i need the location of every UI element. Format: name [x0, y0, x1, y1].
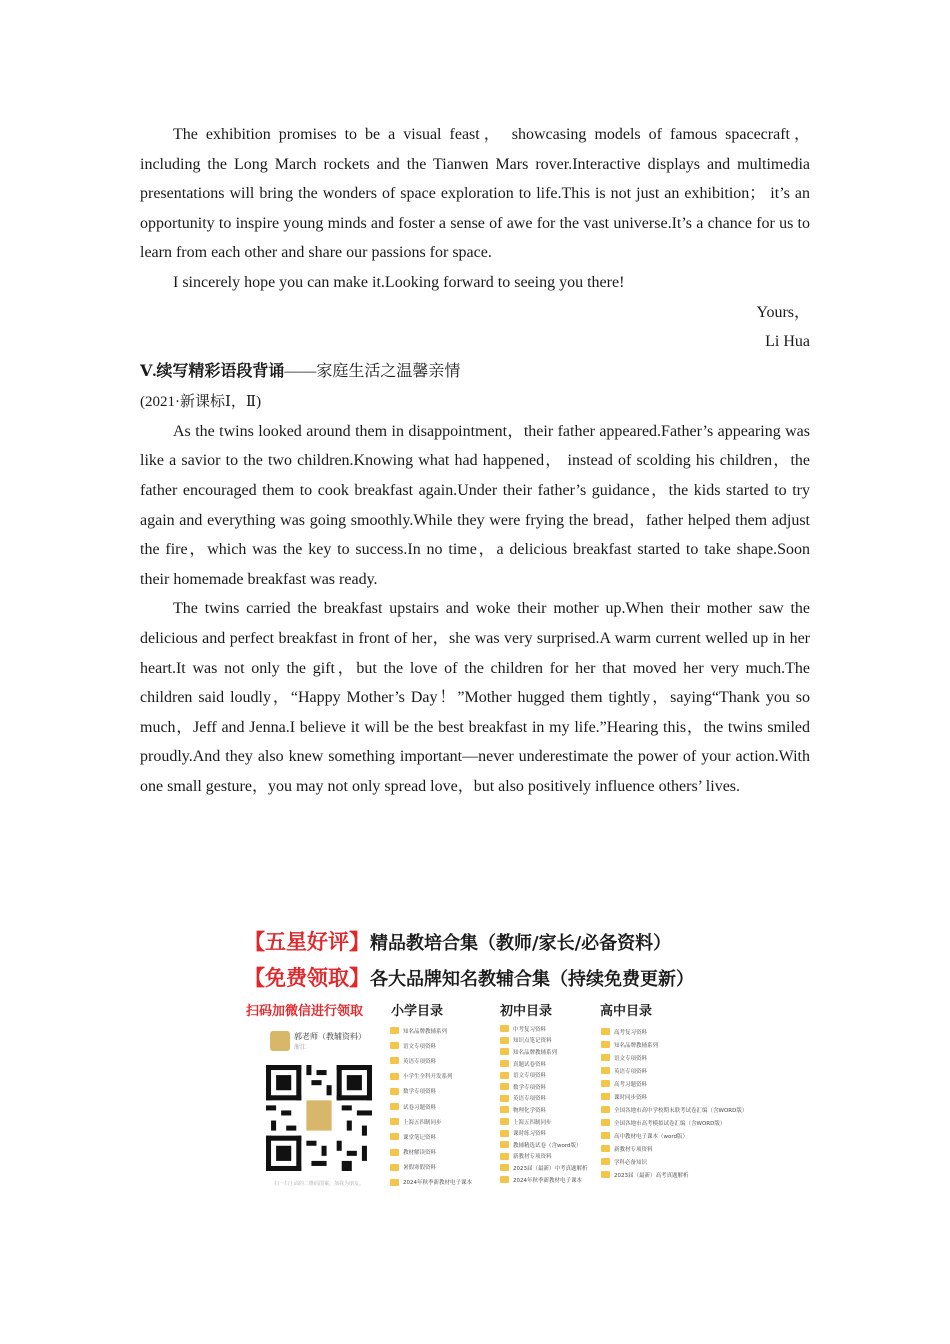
- list-item[interactable]: [601, 1064, 747, 1077]
- list-item-label: 课时练习资料: [513, 1131, 547, 1138]
- folder-icon: [390, 1057, 399, 1064]
- folder-icon: [390, 1088, 399, 1095]
- list-item-label: 语文专项资料: [403, 1043, 437, 1050]
- list-item-label: 课堂笔记资料: [403, 1134, 437, 1141]
- list-item[interactable]: [390, 1084, 472, 1099]
- folder-icon: [390, 1164, 399, 1171]
- folder-icon: [390, 1073, 399, 1080]
- folder-icon: [500, 1095, 509, 1102]
- col-title-primary: 小学目录: [391, 1004, 444, 1019]
- section-heading-bold: Ⅴ.续写精彩语段背诵: [140, 362, 285, 380]
- list-item-label: 物理化学资料: [513, 1107, 547, 1114]
- list-item-label: 教材解读资料: [403, 1150, 437, 1157]
- folder-icon: [601, 1080, 610, 1087]
- col-title-senior: 高中目录: [600, 1004, 653, 1019]
- folder-icon: [500, 1060, 509, 1067]
- folder-icon: [500, 1106, 509, 1113]
- profile-sub: 浙江: [294, 1044, 307, 1051]
- list-item[interactable]: [500, 1116, 588, 1128]
- letter-closing: Yours，: [756, 303, 810, 321]
- list-item[interactable]: [500, 1046, 588, 1058]
- list-item-label: 暑假寒假资料: [403, 1165, 437, 1172]
- list-item[interactable]: [390, 1145, 472, 1160]
- list-item[interactable]: [390, 1038, 472, 1053]
- profile-name: 郭老师（教辅资料）: [294, 1032, 366, 1041]
- list-item-label: 知名品牌教辅系列: [403, 1028, 448, 1035]
- list-item-label: 语文专项资料: [513, 1073, 547, 1080]
- list-item[interactable]: [390, 1114, 472, 1129]
- list-item-label: 数学专项资料: [403, 1089, 437, 1096]
- list-item[interactable]: [390, 1175, 472, 1190]
- folder-icon: [601, 1041, 610, 1048]
- folder-icon: [500, 1118, 509, 1125]
- list-item[interactable]: [500, 1035, 588, 1047]
- scan-label: 扫码加微信进行领取: [246, 1004, 364, 1019]
- list-item[interactable]: [601, 1142, 747, 1155]
- folder-icon: [500, 1072, 509, 1079]
- list-item[interactable]: [500, 1139, 588, 1151]
- list-item-label: 中考复习资料: [513, 1026, 547, 1033]
- folder-icon: [601, 1106, 610, 1113]
- list-item[interactable]: [601, 1168, 747, 1181]
- promo-line-1-highlight: 【五星好评】: [244, 930, 370, 954]
- folder-icon: [500, 1083, 509, 1090]
- folder-icon: [500, 1164, 509, 1171]
- list-item-label: 高考习题资料: [614, 1081, 648, 1088]
- list-item-label: 2024年秋季新教材电子课本: [513, 1177, 582, 1184]
- list-item-label: 学科必备知识: [614, 1159, 648, 1166]
- list-item-label: 2023届（最新）高考真题解析: [614, 1172, 689, 1179]
- list-item-label: 全国各地市高考模拟试卷汇编（含WORD版）: [614, 1120, 726, 1127]
- wechat-profile: [270, 1029, 390, 1059]
- paragraph-invitation: I sincerely hope you can make it.Looking forward to seeing you there!: [173, 273, 625, 291]
- list-item[interactable]: [601, 1103, 747, 1116]
- list-item[interactable]: [500, 1104, 588, 1116]
- folder-icon: [500, 1153, 509, 1160]
- folder-icon: [390, 1133, 399, 1140]
- list-item-label: 2023届（最新）中考真题解析: [513, 1165, 588, 1172]
- list-item-label: 全国各地市高中学校期末联考试卷汇编（含WORD版）: [614, 1107, 748, 1114]
- folder-icon: [601, 1132, 610, 1139]
- list-item-label: 语文专项资料: [614, 1055, 648, 1062]
- promo-line-2-text: 各大品牌知名教辅合集（持续免费更新）: [370, 969, 694, 990]
- list-item-label: 2024年秋季新教材电子课本: [403, 1180, 472, 1187]
- list-item[interactable]: [601, 1051, 747, 1064]
- list-item-label: 英语专项资料: [403, 1058, 437, 1065]
- list-item-label: 新教材专项资料: [614, 1146, 653, 1153]
- folder-icon: [500, 1141, 509, 1148]
- section-heading-rest: ——家庭生活之温馨亲情: [284, 362, 461, 380]
- list-item[interactable]: [500, 1127, 588, 1139]
- qr-code-icon[interactable]: [266, 1065, 372, 1171]
- list-item[interactable]: [500, 1093, 588, 1105]
- folder-icon: [500, 1048, 509, 1055]
- folder-icon: [390, 1103, 399, 1110]
- list-senior: [601, 1025, 747, 1181]
- folder-icon: [601, 1054, 610, 1061]
- list-item-label: 课时同步资料: [614, 1094, 648, 1101]
- paragraph-mother: The twins carried the breakfast upstairs and woke their mother up.When their mother saw the delicious and perfect breakfast in front of her，she was very surprised.A warm current welled up in her heart.It was not only the gift，but the love of the children for her that moved her very much.The children said loudly，“Happy Mother’s Day！”Mother hugged them tightly，saying“Thank you so much，Jeff and Jenna.I believe it will be the best breakfast in my life.”Hearing this，the twins smiled proudly.And they also knew something important—never underestimate the power of your action.With one small gesture，you may not only spread love，but also positively influence others’ lives.: [140, 600, 810, 795]
- list-item[interactable]: [601, 1129, 747, 1142]
- list-junior: [500, 1023, 588, 1185]
- list-item-label: 新教材专项资料: [513, 1154, 552, 1161]
- col-title-junior: 初中目录: [500, 1004, 553, 1019]
- list-item-label: 上海五四制同步: [403, 1119, 442, 1126]
- list-item[interactable]: [601, 1077, 747, 1090]
- list-item[interactable]: [500, 1058, 588, 1070]
- list-item-label: 高考复习资料: [614, 1029, 648, 1036]
- promo-line-2-highlight: 【免费领取】: [244, 966, 370, 990]
- list-item-label: 教辅精选试卷（含word版）: [513, 1142, 582, 1149]
- folder-icon: [601, 1145, 610, 1152]
- promo-line-2: [244, 961, 714, 997]
- folder-icon: [601, 1093, 610, 1100]
- folder-icon: [601, 1119, 610, 1126]
- paragraph-father: As the twins looked around them in disappointment，their father appeared.Father’s appearing was like a savior to the two children.Knowing what had happened， instead of scolding his children，the father encouraged them to cook breakfast again.Under their father’s guidance，the kids started to try again and everything was going smoothly.While they were frying the bread，father helped them adjust the fire，which was the key to success.In no time，a delicious breakfast started to take shape.Soon their homemade breakfast was ready.: [140, 422, 811, 588]
- list-item-label: 试卷习题资料: [403, 1104, 437, 1111]
- list-item-label: 数学专项资料: [513, 1084, 547, 1091]
- list-item[interactable]: [601, 1038, 747, 1051]
- qr-caption: 扫一扫上面的二维码图案，加我为朋友。: [274, 1181, 365, 1187]
- list-item-label: 高中教材电子课本（word版）: [614, 1133, 689, 1140]
- folder-icon: [390, 1118, 399, 1125]
- list-item[interactable]: [601, 1155, 747, 1168]
- list-item-label: 真题试卷资料: [513, 1061, 547, 1068]
- folder-icon: [601, 1028, 610, 1035]
- folder-icon: [390, 1027, 399, 1034]
- list-item[interactable]: [390, 1053, 472, 1068]
- paragraph-exhibition: The exhibition promises to be a visual feast， showcasing models of famous spacecraft，including the Long March rockets and the Tianwen Mars rover.Interactive displays and multimedia presentations will bring the wonders of space exploration to life.This is not just an exhibition； it’s an opportunity to inspire young minds and foster a sense of awe for the vast universe.It’s a chance for us to learn from each other and share our passions for space.: [140, 126, 810, 262]
- list-item[interactable]: [390, 1160, 472, 1175]
- list-item[interactable]: [601, 1116, 747, 1129]
- list-item-label: 英语专项资料: [513, 1096, 547, 1103]
- document-body: [140, 120, 810, 801]
- folder-icon: [601, 1158, 610, 1165]
- folder-icon: [601, 1171, 610, 1178]
- list-item-label: 知识点笔记资料: [513, 1038, 552, 1045]
- list-item-label: 知名品牌教辅系列: [513, 1049, 558, 1056]
- folder-icon: [500, 1130, 509, 1137]
- list-item[interactable]: [500, 1069, 588, 1081]
- list-item-label: 上海五四制同步: [513, 1119, 552, 1126]
- list-item[interactable]: [500, 1162, 588, 1174]
- folder-icon: [390, 1149, 399, 1156]
- list-item[interactable]: [390, 1069, 472, 1084]
- list-item[interactable]: [601, 1025, 747, 1038]
- folder-icon: [500, 1037, 509, 1044]
- folder-icon: [500, 1025, 509, 1032]
- promo-line-1-text: 精品教培合集（教师/家长/必备资料）: [370, 933, 672, 954]
- letter-signature: Li Hua: [765, 333, 810, 351]
- list-item[interactable]: [390, 1023, 472, 1038]
- avatar: [270, 1031, 290, 1051]
- list-item-label: 英语专项资料: [614, 1068, 648, 1075]
- list-item[interactable]: [500, 1023, 588, 1035]
- promo-line-1: [244, 925, 714, 961]
- list-item-label: 小学生全科开发系列: [403, 1074, 453, 1081]
- list-item-label: 知名品牌教辅系列: [614, 1042, 659, 1049]
- list-item[interactable]: [500, 1151, 588, 1163]
- list-item[interactable]: [500, 1081, 588, 1093]
- list-item[interactable]: [601, 1090, 747, 1103]
- list-item[interactable]: [500, 1174, 588, 1186]
- folder-icon: [500, 1176, 509, 1183]
- folder-icon: [601, 1067, 610, 1074]
- list-primary: [390, 1023, 472, 1190]
- section-heading: [140, 357, 810, 387]
- folder-icon: [390, 1179, 399, 1186]
- source-note: (2021·新课标Ⅰ，Ⅱ): [140, 393, 262, 410]
- folder-icon: [390, 1042, 399, 1049]
- list-item[interactable]: [390, 1129, 472, 1144]
- list-item[interactable]: [390, 1099, 472, 1114]
- promo-banner[interactable]: [244, 925, 748, 1195]
